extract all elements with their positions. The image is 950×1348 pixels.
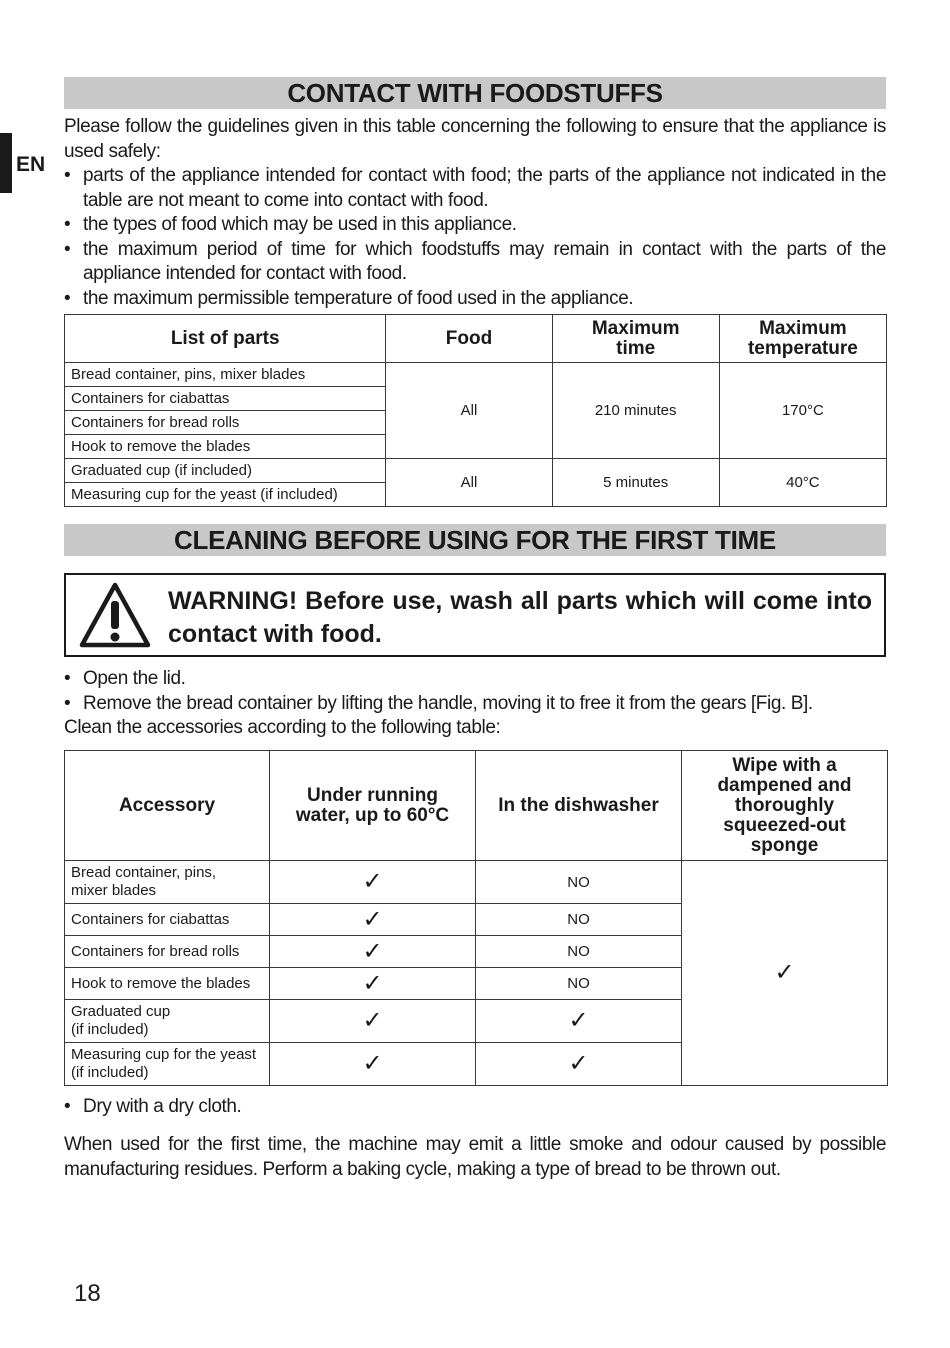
table-intro: Clean the accessories according to the following table: <box>64 717 501 738</box>
temperature-value: 40°C <box>719 459 886 507</box>
list-item: • the maximum period of time for which foodstuffs may remain in contact with the parts of the appliance intended for contact with food. <box>64 238 886 287</box>
table-header-row <box>65 315 887 363</box>
section1-intro: Please follow the guidelines given in this table concerning the following to ensure that the appliance is used safely: <box>64 116 886 162</box>
water-cell <box>270 861 476 904</box>
accessory-name: Bread container, pins, mixer blades <box>65 861 270 904</box>
list-item: • the types of food which may be used in this appliance. <box>64 213 886 238</box>
time-value: 210 minutes <box>552 363 719 459</box>
check-icon: ✓ <box>362 969 383 997</box>
accessory-name: Graduated cup (if included) <box>65 1000 270 1043</box>
water-cell <box>270 936 476 968</box>
dishwasher-cell: NO <box>476 936 682 968</box>
list-item: • Open the lid. <box>64 667 886 692</box>
accessory-name: Containers for bread rolls <box>65 936 270 968</box>
accessory-name: Measuring cup for the yeast (if included) <box>65 1043 270 1086</box>
sponge-cell <box>682 861 888 1086</box>
language-label: EN <box>16 153 46 176</box>
part-name: Measuring cup for the yeast (if included) <box>65 483 386 507</box>
check-icon: ✓ <box>362 937 383 965</box>
section1-text <box>64 115 886 311</box>
cleaning-table <box>64 750 888 1086</box>
section2-bullet-list <box>64 667 886 716</box>
water-cell <box>270 968 476 1000</box>
check-icon: ✓ <box>362 1007 383 1034</box>
warning-text: WARNING! Before use, wash all parts which will come into contact with food. <box>168 587 872 648</box>
part-name: Bread container, pins, mixer blades <box>65 363 386 387</box>
table-header-row <box>65 751 888 861</box>
warning-triangle-icon <box>78 581 152 649</box>
list-item: • parts of the appliance intended for contact with food; the parts of the appliance not indicated in the table are not meant to come into contact with food. <box>64 164 886 213</box>
dishwasher-cell: NO <box>476 861 682 904</box>
water-cell <box>270 1000 476 1043</box>
water-cell <box>270 1043 476 1086</box>
check-icon: ✓ <box>568 1050 589 1077</box>
list-item: • the maximum permissible temperature of food used in the appliance. <box>64 287 886 312</box>
check-icon: ✓ <box>568 1007 589 1034</box>
check-icon: ✓ <box>362 1050 383 1077</box>
water-cell <box>270 904 476 936</box>
after-table-text <box>64 1095 886 1120</box>
food-contact-table <box>64 314 887 507</box>
section-title-cleaning: CLEANING BEFORE USING FOR THE FIRST TIME <box>64 524 886 556</box>
food-value: All <box>386 459 552 507</box>
header-accessory: Accessory <box>65 751 270 861</box>
after-bullet-list <box>64 1095 886 1120</box>
header-maximum-temperature: Maximum temperature <box>719 315 886 363</box>
part-name: Containers for ciabattas <box>65 387 386 411</box>
header-maximum-time: Maximum time <box>552 315 719 363</box>
section-title-contact: CONTACT WITH FOODSTUFFS <box>64 77 886 109</box>
header-sponge: Wipe with a dampened and thoroughly squeezed-out sponge <box>682 751 888 861</box>
dishwasher-cell: NO <box>476 968 682 1000</box>
part-name: Hook to remove the blades <box>65 435 386 459</box>
header-running-water: Under running water, up to 60°C <box>270 751 476 861</box>
part-name: Containers for bread rolls <box>65 411 386 435</box>
table-row <box>65 363 887 387</box>
closing-paragraph: When used for the first time, the machine may emit a little smoke and odour caused by possible manufacturing residues. Perform a baking cycle, making a type of bread to be thrown out. <box>64 1134 886 1180</box>
temperature-value: 170°C <box>719 363 886 459</box>
check-icon: ✓ <box>774 959 795 986</box>
part-name: Graduated cup (if included) <box>65 459 386 483</box>
table-row <box>65 459 887 483</box>
time-value: 5 minutes <box>552 459 719 507</box>
list-item: • Dry with a dry cloth. <box>64 1095 886 1120</box>
language-tab <box>0 133 44 193</box>
list-item: • Remove the bread container by lifting the handle, moving it to free it from the gears [Fig. B]. <box>64 692 886 717</box>
language-tab-bar <box>0 133 12 193</box>
check-icon: ✓ <box>362 868 383 895</box>
accessory-name: Containers for ciabattas <box>65 904 270 936</box>
check-icon: ✓ <box>362 905 383 933</box>
dishwasher-cell: NO <box>476 904 682 936</box>
header-food: Food <box>386 315 552 363</box>
dishwasher-cell <box>476 1043 682 1086</box>
food-value: All <box>386 363 552 459</box>
page-number: 18 <box>74 1280 101 1307</box>
accessory-name: Hook to remove the blades <box>65 968 270 1000</box>
warning-box <box>64 573 886 657</box>
header-list-of-parts: List of parts <box>65 315 386 363</box>
section2-text <box>64 667 886 741</box>
table-row <box>65 861 888 904</box>
dishwasher-cell <box>476 1000 682 1043</box>
section1-bullet-list <box>64 164 886 311</box>
header-dishwasher: In the dishwasher <box>476 751 682 861</box>
